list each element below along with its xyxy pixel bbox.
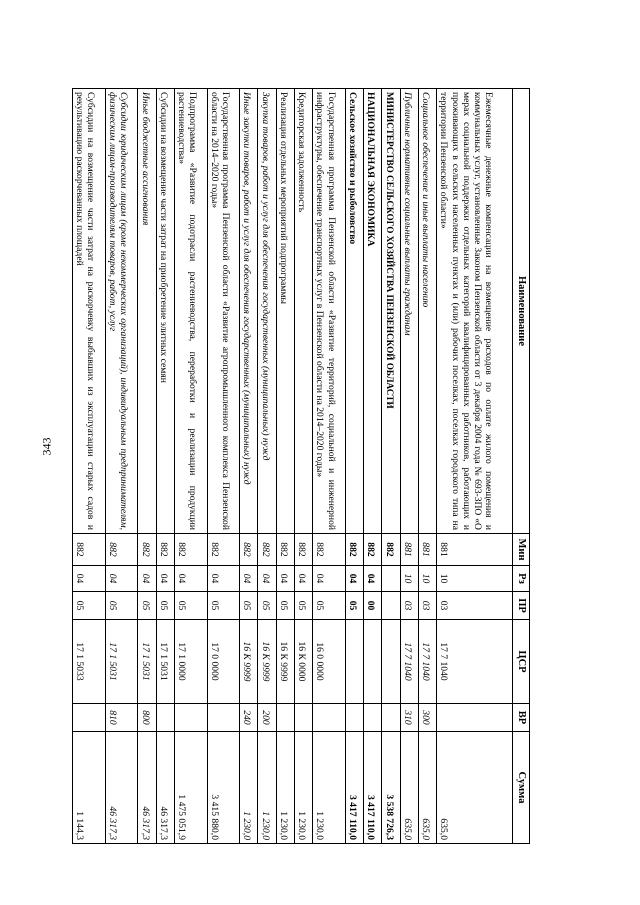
row-csr: 17 1 5031: [138, 620, 156, 704]
row-name: МИНИСТЕРСТВО СЕЛЬСКОГО ХОЗЯЙСТВА ПЕНЗЕНСКОЙ ОБЛАСТИ: [382, 89, 400, 534]
row-min: 882: [138, 534, 156, 566]
row-pr: 05: [345, 592, 363, 620]
table-row: [240, 89, 258, 844]
row-csr: 17 1 5031: [105, 620, 138, 704]
row-name: Иные бюджетные ассигнования: [138, 89, 156, 534]
row-min: 881: [400, 534, 418, 566]
row-sum: 3 538 726,3: [382, 732, 400, 844]
table-row: [382, 89, 400, 844]
header-sum: Сумма: [513, 732, 530, 844]
row-vr: 310: [400, 704, 418, 732]
table-row: [207, 89, 240, 844]
rotated-table-container: [72, 88, 530, 843]
budget-table: [72, 88, 530, 844]
row-sum: 1 230,0: [313, 732, 346, 844]
row-pr: 05: [138, 592, 156, 620]
table-row: [313, 89, 346, 844]
table-row: [437, 89, 513, 844]
header-rz: Рз: [513, 566, 530, 592]
row-sum: 635,0: [400, 732, 418, 844]
row-vr: [313, 704, 346, 732]
row-sum: 1 475 051,9: [174, 732, 207, 844]
row-name: НАЦИОНАЛЬНАЯ ЭКОНОМИКА: [364, 89, 382, 534]
row-rz: 04: [156, 566, 174, 592]
row-min: 881: [437, 534, 513, 566]
row-csr: [345, 620, 363, 704]
header-min: Мин: [513, 534, 530, 566]
row-min: 882: [382, 534, 400, 566]
row-pr: 05: [174, 592, 207, 620]
row-sum: 1 230,0: [276, 732, 294, 844]
row-min: 882: [294, 534, 312, 566]
row-pr: 03: [418, 592, 436, 620]
row-vr: [382, 704, 400, 732]
row-sum: 635,0: [437, 732, 513, 844]
row-pr: 05: [240, 592, 258, 620]
row-vr: 200: [258, 704, 276, 732]
row-name: Иные закупки товаров, работ и услуг для обеспечения государственных (муниципальных) нужд: [240, 89, 258, 534]
row-vr: [276, 704, 294, 732]
row-min: 882: [276, 534, 294, 566]
row-min: 882: [313, 534, 346, 566]
row-csr: 16 К 9999: [258, 620, 276, 704]
table-header-row: [513, 89, 530, 844]
row-vr: [437, 704, 513, 732]
row-pr: 05: [105, 592, 138, 620]
row-csr: 16 К 0000: [294, 620, 312, 704]
row-vr: [174, 704, 207, 732]
row-sum: 1 144,3: [73, 732, 106, 844]
table-row: [73, 89, 106, 844]
row-sum: 635,0: [418, 732, 436, 844]
row-vr: [364, 704, 382, 732]
row-name: Ежемесячные денежные компенсации на возмещение расходов по оплате жилого помещения и коммунальных услуг, установленные Законом Пензенской области от 3 декабря 2004 года № 693-ЗПО «О мерах социальной поддержки отдельных категорий квалифицированных работников, работающих и проживающих в сельских населенных пунктах и (или) рабочих поселках, поселках городского типа на территории Пензенской области»: [437, 89, 513, 534]
row-min: 882: [174, 534, 207, 566]
row-vr: [345, 704, 363, 732]
header-name: Наименование: [513, 89, 530, 534]
row-pr: [382, 592, 400, 620]
row-csr: 17 1 5031: [156, 620, 174, 704]
row-csr: 17 1 5033: [73, 620, 106, 704]
row-pr: 05: [258, 592, 276, 620]
row-vr: [73, 704, 106, 732]
row-csr: [382, 620, 400, 704]
row-min: 882: [345, 534, 363, 566]
row-sum: 46 317,3: [138, 732, 156, 844]
row-csr: 16 К 9999: [240, 620, 258, 704]
row-name: Сельское хозяйство и рыболовство: [345, 89, 363, 534]
row-pr: 05: [294, 592, 312, 620]
table-row: [174, 89, 207, 844]
row-csr: 17 7 1040: [437, 620, 513, 704]
row-csr: 17 7 1040: [418, 620, 436, 704]
row-rz: 04: [207, 566, 240, 592]
row-vr: [207, 704, 240, 732]
row-csr: 17 7 1040: [400, 620, 418, 704]
row-vr: 810: [105, 704, 138, 732]
row-vr: 300: [418, 704, 436, 732]
row-name: Закупка товаров, работ и услуг для обеспечения государственных (муниципальных) нужд: [258, 89, 276, 534]
table-row: [400, 89, 418, 844]
row-name: Социальное обеспечение и иные выплаты населению: [418, 89, 436, 534]
row-csr: 16 К 9999: [276, 620, 294, 704]
row-rz: 04: [364, 566, 382, 592]
row-name: Публичные нормативные социальные выплаты гражданам: [400, 89, 418, 534]
row-sum: 1 230,0: [294, 732, 312, 844]
header-pr: ПР: [513, 592, 530, 620]
row-name: Субсидии на возмещение части затрат на раскорчевку выбывших из эксплуатации старых садов и рекультивацию раскорчеванных площадей: [73, 89, 106, 534]
row-name: Государственная программа Пензенской области «Развитие агропромышленного комплекса Пензенской области на 2014–2020 годы»: [207, 89, 240, 534]
row-rz: 04: [313, 566, 346, 592]
row-vr: [294, 704, 312, 732]
row-name: Государственная программа Пензенской области «Развитие территорий, социальной и инженерной инфраструктуры, обеспечение транспортных услуг в Пензенской области на 2014–2020 годы»: [313, 89, 346, 534]
row-pr: 05: [207, 592, 240, 620]
table-row: [156, 89, 174, 844]
row-rz: 10: [418, 566, 436, 592]
row-name: Субсидии юридическим лицам (кроме некоммерческих организаций), индивидуальным предпринимателям, физическим лицам-производителям товаров, работ, услуг: [105, 89, 138, 534]
row-pr: 05: [313, 592, 346, 620]
row-sum: 46 317,3: [105, 732, 138, 844]
header-csr: ЦСР: [513, 620, 530, 704]
row-rz: 04: [276, 566, 294, 592]
row-vr: [156, 704, 174, 732]
row-min: 881: [418, 534, 436, 566]
table-row: [345, 89, 363, 844]
page-number: 343: [39, 437, 54, 456]
row-sum: 1 230,0: [258, 732, 276, 844]
table-row: [138, 89, 156, 844]
row-sum: 1 230,0: [240, 732, 258, 844]
row-rz: [382, 566, 400, 592]
row-csr: [364, 620, 382, 704]
row-min: 882: [156, 534, 174, 566]
row-pr: 03: [437, 592, 513, 620]
table-row: [418, 89, 436, 844]
row-name: Кредиторская задолженность: [294, 89, 312, 534]
table-row: [105, 89, 138, 844]
row-name: Подпрограмма «Развитие подотрасли растениеводства, переработки и реализации продукции растениеводства»: [174, 89, 207, 534]
row-min: 882: [364, 534, 382, 566]
row-min: 882: [105, 534, 138, 566]
row-name: Субсидии на возмещение части затрат на приобретение элитных семян: [156, 89, 174, 534]
row-vr: 800: [138, 704, 156, 732]
row-min: 882: [258, 534, 276, 566]
row-min: 882: [240, 534, 258, 566]
row-rz: 10: [400, 566, 418, 592]
header-vr: ВР: [513, 704, 530, 732]
row-csr: 17 0 0000: [207, 620, 240, 704]
row-rz: 04: [258, 566, 276, 592]
row-pr: 05: [156, 592, 174, 620]
row-csr: 17 1 0000: [174, 620, 207, 704]
row-rz: 04: [345, 566, 363, 592]
row-sum: 3 417 110,0: [364, 732, 382, 844]
row-pr: 05: [276, 592, 294, 620]
row-pr: 03: [400, 592, 418, 620]
row-sum: 3 417 110,0: [345, 732, 363, 844]
table-row: [294, 89, 312, 844]
row-rz: 04: [240, 566, 258, 592]
row-rz: 10: [437, 566, 513, 592]
row-rz: 04: [73, 566, 106, 592]
row-pr: 05: [73, 592, 106, 620]
row-rz: 04: [138, 566, 156, 592]
row-rz: 04: [174, 566, 207, 592]
table-row: [258, 89, 276, 844]
row-min: 882: [207, 534, 240, 566]
row-csr: 16 0 0000: [313, 620, 346, 704]
table-row: [364, 89, 382, 844]
row-pr: 00: [364, 592, 382, 620]
row-vr: 240: [240, 704, 258, 732]
row-name: Реализация отдельных мероприятий подпрограммы: [276, 89, 294, 534]
row-rz: 04: [294, 566, 312, 592]
table-row: [276, 89, 294, 844]
row-rz: 04: [105, 566, 138, 592]
row-min: 882: [73, 534, 106, 566]
row-sum: 3 415 880,0: [207, 732, 240, 844]
row-sum: 46 317,3: [156, 732, 174, 844]
